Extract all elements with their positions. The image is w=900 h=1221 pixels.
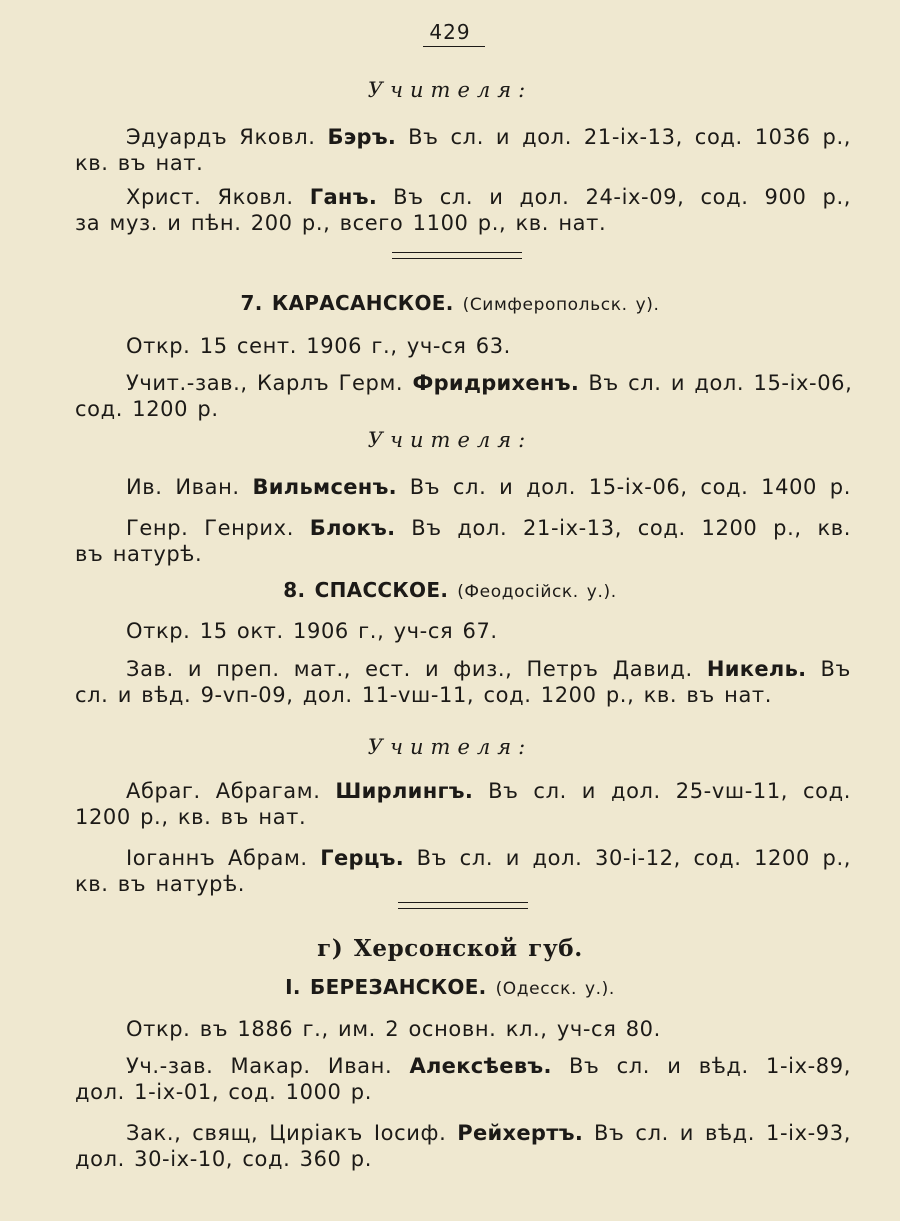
teacher-entry-line: Христ. Яковл. Ганъ. Въ сл. и дол. 24-іх-09, сод. 900 р., [126,185,852,209]
head-teacher-entry-line: Зав. и преп. мат., ест. и физ., Петръ Давид. Никель. Въ [126,657,851,681]
teacher-name: Бэръ. [327,125,397,149]
teachers-heading: Учителя: [367,735,533,759]
teacher-entry-line: Генр. Генрих. Блокъ. Въ дол. 21-іх-13, сод. 1200 р., кв. [126,516,851,540]
school-opened: Откр. 15 сент. 1906 г., уч-ся 63. [126,334,511,358]
teacher-entry-continuation: кв. въ натурѣ. [75,872,246,896]
province-heading: г) Херсонской губ. [317,935,583,962]
teacher-name: Рейхертъ. [457,1121,584,1145]
head-teacher-continuation: сл. и вѣд. 9-vп-09, дол. 11-vш-11, сод. 1200 р., кв. въ нат. [75,683,773,707]
teachers-heading: Учителя: [367,428,533,452]
teacher-entry-line: Іоганнъ Абрам. Герцъ. Въ сл. и дол. 30-і-12, сод. 1200 р., [126,846,851,870]
teacher-entry-line: Ив. Иван. Вильмсенъ. Въ сл. и дол. 15-іх-06, сод. 1400 р. [126,475,851,499]
teacher-entry-continuation: 1200 р., кв. въ нат. [75,805,307,829]
teacher-entry-continuation: въ натурѣ. [75,542,203,566]
teacher-name: Вильмсенъ. [252,475,397,499]
teacher-name: Блокъ. [309,516,396,540]
page-number: 429 [429,20,471,44]
teacher-name: Алексѣевъ. [409,1054,552,1078]
section-divider [398,902,528,909]
teacher-name: Ганъ. [309,185,378,209]
teacher-entry-line: Эдуардъ Яковл. Бэръ. Въ сл. и дол. 21-іх-13, сод. 1036 р., [126,125,851,149]
teacher-entry-line: Зак., свящ, Циріакъ Іосиф. Рейхертъ. Въ сл. и вѣд. 1-іх-93, [126,1121,851,1145]
section-divider [392,252,522,259]
teacher-entry-continuation: за муз. и пѣн. 200 р., всего 1100 р., кв. нат. [75,211,607,235]
page-number-rule [423,46,485,47]
head-teacher-entry-line: Уч.-зав. Макар. Иван. Алексѣевъ. Въ сл. и вѣд. 1-іх-89, [126,1054,851,1078]
teacher-name: Ширлингъ. [335,779,474,803]
teacher-name: Герцъ. [320,846,405,870]
school-title: 8. СПАССКОЕ. (Феодосійск. у.). [283,578,617,602]
school-opened: Откр. въ 1886 г., им. 2 основн. кл., уч-ся 80. [126,1017,661,1041]
teacher-name: Фридрихенъ. [412,371,580,395]
teacher-entry-continuation: кв. въ нат. [75,151,204,175]
teacher-entry-continuation: дол. 30-іх-10, сод. 360 р. [75,1147,372,1171]
head-teacher-continuation: дол. 1-іх-01, сод. 1000 р. [75,1080,372,1104]
school-title: 7. КАРАСАНСКОЕ. (Симферопольск. у). [240,291,660,315]
teacher-name: Никель. [706,657,807,681]
teachers-heading: Учителя: [367,78,533,102]
head-teacher-entry-line: Учит.-зав., Карлъ Герм. Фридрихенъ. Въ сл. и дол. 15-іх-06, [126,371,853,395]
school-title: I. БЕРЕЗАНСКОЕ. (Одесск. у.). [285,975,615,999]
teacher-entry-line: Абраг. Абрагам. Ширлингъ. Въ сл. и дол. 25-vш-11, сод. [126,779,851,803]
head-teacher-continuation: сод. 1200 р. [75,397,219,421]
school-opened: Откр. 15 окт. 1906 г., уч-ся 67. [126,619,498,643]
